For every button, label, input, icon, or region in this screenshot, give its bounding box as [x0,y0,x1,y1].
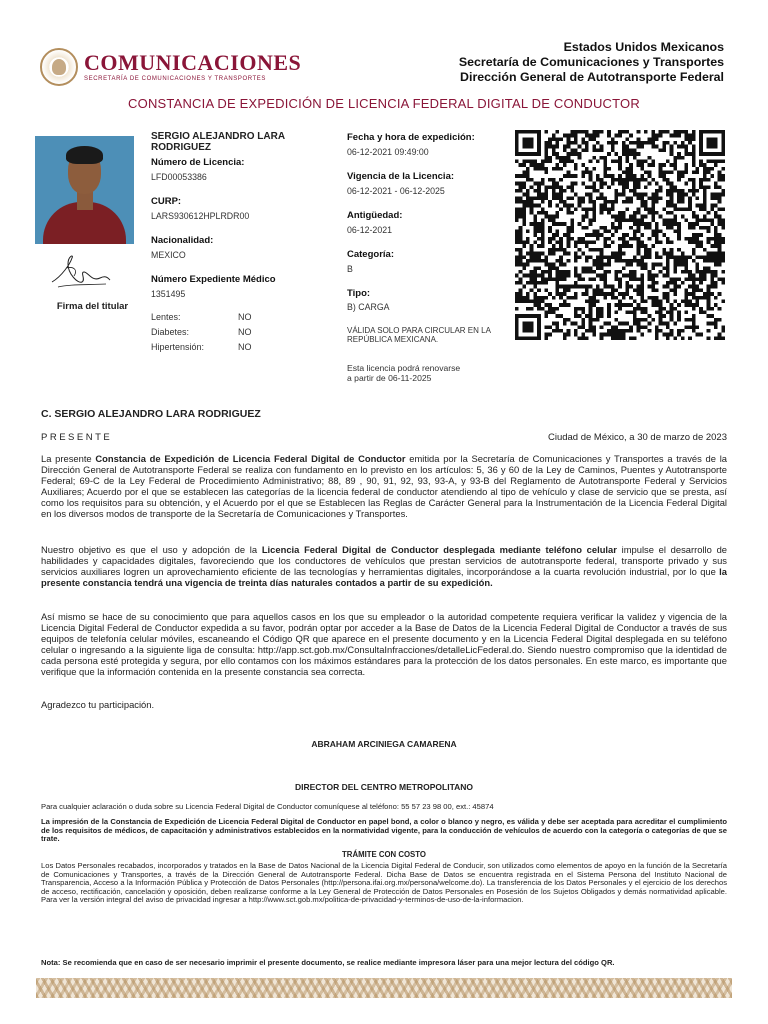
seniority-value: 06-12-2021 [347,225,392,235]
letter-presente: PRESENTE [41,432,113,443]
p2-text-bold: Licencia Federal Digital de Conductor desplegada mediante teléfono celular [261,544,617,555]
holder-photo [35,136,134,244]
condition-diabetes-label: Diabetes: [151,327,190,337]
print-recommendation-note: Nota: Se recomienda que en caso de ser necesario imprimir el presente documento, se realice mediante impresora láser para una mejor lectura del código QR. [41,958,615,967]
condition-lentes-value: NO [238,312,252,322]
p2-text-c: impulse el desarrollo de habilidades y capacidades digitales, favoreciendo que los conductores de vehículos que prestan servicios de autotransporte federal, transporte privado y sus servicios auxiliares logren un aprovechamiento eficiente de las tecnologías y herramientas digitales, incorporándose a la cuarta revolución industrial, por lo que [41,544,728,577]
valid-note: VÁLIDA SOLO PARA CIRCULAR EN LA REPÚBLICA MEXICANA. [347,326,491,344]
renewal-line-1: Esta licencia podrá renovarse [347,363,461,373]
logo-title: COMUNICACIONES [84,50,302,75]
p2-text-bold-2: la presente constancia tendrá una vigencia de treinta días naturales contados a partir de su expedición. [41,566,727,588]
nationality-value: MEXICO [151,250,186,260]
paragraph-thanks: Agradezco tu participación. [41,699,155,710]
contact-note: Para cualquier aclaración o duda sobre su Licencia Federal Digital de Conductor comuníquese al teléfono: 55 57 23 98 00, ext.: 45874 [41,802,494,811]
privacy-notice: Los Datos Personales recabados, incorporados y tratados en la Base de Datos Nacional de la Licencia Digital Federal de Conducir, son utilizados como elementos de apoyo en la función de la Secretaría de Comunicaciones y Transportes, a través de la Dirección General de Autotransporte Federal. Dicha Base de Datos se encuentra registrada en el Sistema Persona del Instituto Nacional de Transparencia, Acceso a la Información Pública y Protección de Datos Personales (http://persona.ifai.org.mx/persona/welcome.do). La transferencia de los Datos Personales y el ejercicio de los derechos de acceso, rectificación, cancelación y oposición, deben realizarse conforme a la Ley General de Protección de Datos Personales en Posesión de los Sujetos Obligados y demás normatividad aplicable. Para ver la versión integral del aviso de privacidad ingresar a http://www.sct.gob.mx/politica-de-privacidad-y-terminos-de-uso-de-la-informacion. [41,861,727,905]
category-label: Categoría: [347,249,394,260]
p1-text-bold: Constancia de Expedición de Licencia Federal Digital de Conductor [95,453,406,464]
condition-lentes-label: Lentes: [151,312,181,322]
condition-diabetes-value: NO [238,327,252,337]
medical-record-value: 1351495 [151,289,186,299]
issuer-secretariat: Secretaría de Comunicaciones y Transportes [458,55,724,69]
condition-hipertension-label: Hipertensión: [151,342,205,352]
seniority-label: Antigüedad: [347,210,403,221]
renewal-note [347,364,460,383]
issuer-block [459,40,724,85]
issuer-country: Estados Unidos Mexicanos [563,40,724,54]
validity-value: 06-12-2021 - 06-12-2025 [347,186,445,196]
qr-modules [515,130,725,340]
paragraph-legal-basis [41,453,727,519]
curp-label: CURP: [151,196,182,207]
category-value: B [347,264,353,274]
type-label: Tipo: [347,288,371,299]
validity-label: Vigencia de la Licencia: [347,171,455,182]
letter-addressee: C. SERGIO ALEJANDRO LARA RODRIGUEZ [41,408,261,420]
issued-label: Fecha y hora de expedición: [347,132,475,143]
p2-text-a: Nuestro objetivo es que el uso y adopción de la [41,544,262,555]
signer-role: DIRECTOR DEL CENTRO METROPOLITANO [294,782,474,792]
p1-text-a: La presente [41,453,96,464]
p1-text-c: emitida por la Secretaría de Comunicaciones y Transportes a través de la Dirección General de Autotransporte Federal se realiza con fundamento en lo previsto en los artículos: 5, 36 y 60 de la Ley de Caminos, Puentes y Autotransporte Federal; 69-C de la Ley Federal de Procedimiento Administrativo; 88, 89 , 90, 91, 92, 93, 93-A, y 93-B del Reglamento de Autotransporte Federal y Servicios Auxiliares; Acuerdo por el que se establecen las categorías de la licencia federal de conductor atendiendo al tipo de vehículo y clase de servicio que se presta, así como los requisitos para su obtención, y el Acuerdo por el que se Establecen las Reglas de Carácter General para la Instrumentación de la Licencia Federal Digital en los diversos modos de transporte de la Secretaría de Comunicaciones y Transportes. [41,453,728,519]
national-seal-icon [40,48,78,86]
license-number-label: Número de Licencia: [151,157,245,168]
signer-name: ABRAHAM ARCINIEGA CAMARENA [311,739,457,749]
medical-record-label: Número Expediente Médico [151,274,276,285]
type-value: B) CARGA [347,302,390,312]
paragraph-objective [41,544,727,588]
logo-subtitle: SECRETARÍA DE COMUNICACIONES Y TRANSPORTES [84,76,267,82]
renewal-line-2: a partir de 06-11-2025 [347,372,432,383]
curp-value: LARS930612HPLRDR00 [151,211,250,221]
signature-label: Firma del titular [56,301,129,312]
paragraph-verification: Así mismo se hace de su conocimiento que para aquellos casos en los que su empleador o la autoridad competente requiera verificar la validez y vigencia de la Licencia Digital Federal de Conductor expedida a su favor, podrán optar por acceder a la Base de Datos de la Licencia Federal Digital de Conductor a través de sus equipos de telefonía celular móviles, escaneando el Código QR que aparece en el presente documento y en la Licencia Federal Digital desplegada en su teléfono celular o ingresando a la siguiente liga de consulta: http://app.sct.gob.mx/ConsultaInfracciones/detalleLicFederal.do. Siendo nuestro compromiso que la identidad de cada persona esté protegida y segura, por ello contamos con los máximos estándares para la protección de los datos personales. En este marco, es importante que verifique que la información contenida en la presente constancia sea correcta. [41,611,727,677]
qr-code [515,130,725,340]
issuer-directorate: Dirección General de Autotransporte Federal [460,70,724,84]
decorative-footer-band [36,978,732,998]
nationality-label: Nacionalidad: [151,235,214,246]
license-number-value: LFD00053386 [151,172,207,182]
issued-value: 06-12-2021 09:49:00 [347,147,429,157]
document-title: CONSTANCIA DE EXPEDICIÓN DE LICENCIA FEDERAL DIGITAL DE CONDUCTOR [128,96,640,111]
letter-city-date: Ciudad de México, a 30 de marzo de 2023 [547,432,727,443]
print-validity-notice: La impresión de la Constancia de Expedición de Licencia Federal Digital de Conductor en papel bond, a color o blanco y negro, es válida y debe ser aceptada para acreditar el cumplimiento de los requisitos de médicos, de capacitación y administrativos establecidos en la normatividad vigente, para la conducción de vehículos de acuerdo con la categoría o categorías de que se trate. [41,817,727,844]
holder-name: SERGIO ALEJANDRO LARA RODRIGUEZ [151,131,285,153]
condition-hipertension-value: NO [238,342,252,352]
signature-image [48,254,114,296]
tramite-con-costo: TRÁMITE CON COSTO [342,850,426,859]
comunicaciones-logo [40,48,301,86]
